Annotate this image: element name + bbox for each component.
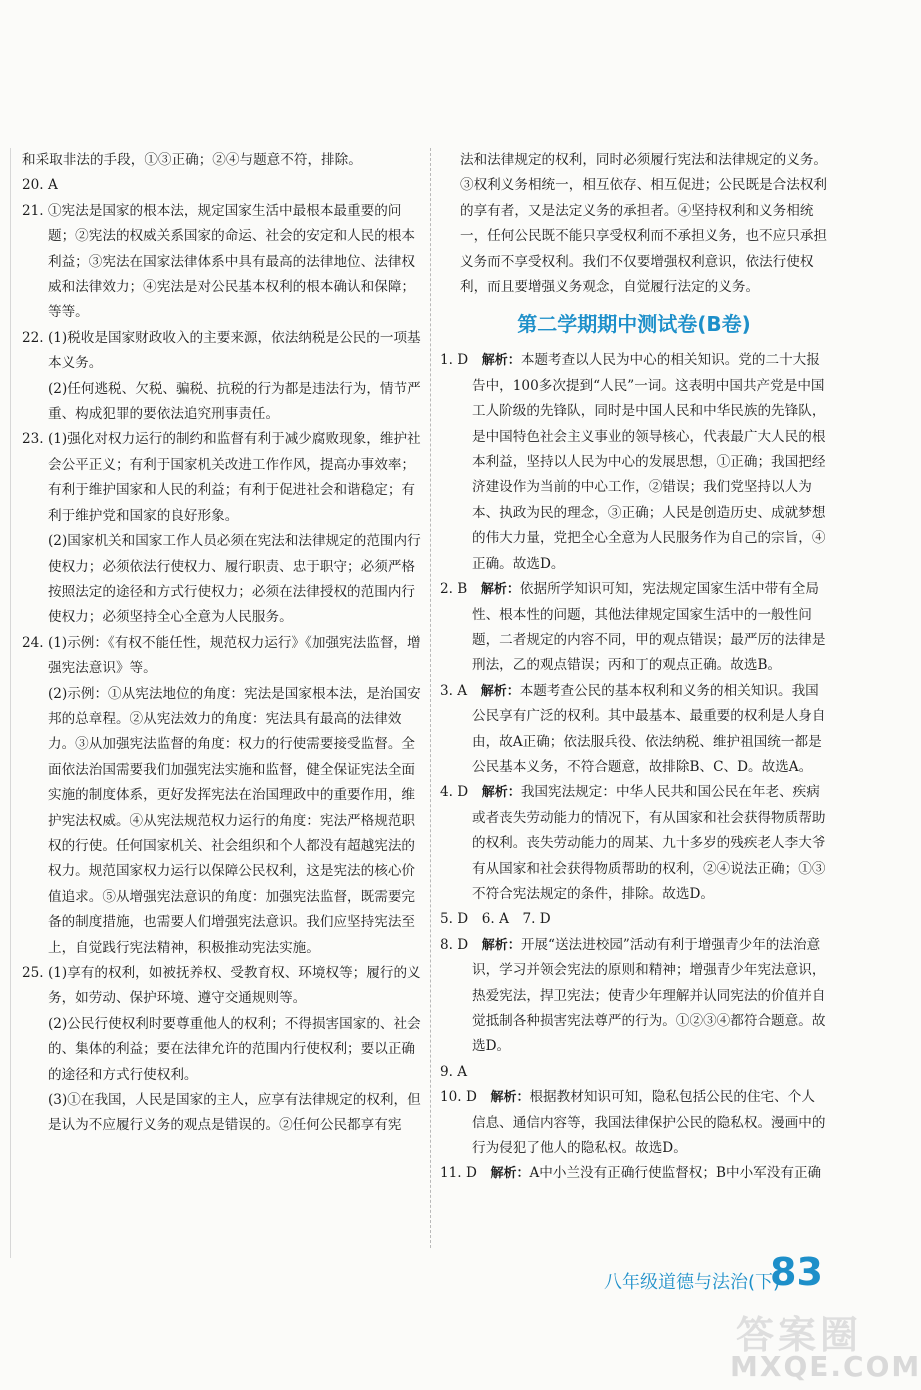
jiexi-label: 解析： [481,785,521,801]
answer-b-4 [440,780,828,907]
explanation-text: 开展“送法进校园”活动有利于增强青少年的法治意识，学习并领会宪法的原则和精神；增强青少年宪法意识，热爱宪法，捍卫宪法；使青少年理解并认同宪法的价值并自觉抵制各种损害宪法尊严的行为。①②③④都符合题意。故选D。 [472,936,826,1055]
answer-24-part1: 24. (1)示例：《有权不能任性，规范权力运行》《加强宪法监督，增强宪法意识》等。 [22,634,421,677]
answer-23-part1: 23. (1)强化对权力运行的制约和监督有利于减少腐败现象，维护社会公平正义；有利于国家机关改进工作作风，提高办事效率；有利于维护国家和人民的利益；有利于促进社会和谐稳定；有利于维护党和国家的良好形象。 [22,431,421,524]
answer-24-part2: (2)示例：①从宪法地位的角度：宪法是国家根本法，是治国安邦的总章程。②从宪法效力的角度：宪法具有最高的法律效力。③从加强宪法监督的角度：权力的行使需要接受监督。全面依法治国需要我们加强宪法实施和监督，健全保证宪法全面实施的制度体系，更好发挥宪法在治国理政中的重要作用，维护宪法权威。④从宪法规范权力运行的角度：宪法严格规范职权的行使。任何国家机关、社会组织和个人都没有超越宪法的权力。规范国家权力运行以保障公民权利，这是宪法的核心价值追求。⑤从增强宪法意识的角度：加强宪法监督，既需要完备的制度措施，也需要人们增强宪法意识。我们应坚持宪法至上，自觉践行宪法精神，积极推动宪法实施。 [48,685,421,956]
answer-b-8 [440,933,828,1060]
watermark-logo [720,1300,921,1384]
question-number: 2. B [440,581,468,598]
page-number: 83 [770,1250,823,1294]
question-number: 1. D [440,352,469,369]
watermark-cn: 答案圈 [736,1313,863,1357]
jiexi-label: 解析： [481,353,521,369]
answer-25-continuation: 法和法律规定的权利，同时必须履行宪法和法律规定的义务。③权利义务相统一，相互依存、相互促进；公民既是合法权利的享有者，又是法定义务的承担者。④坚持权利和义务相统一，任何公民既不能只享受权利而不承担义务，也不应只承担义务而不享受权利。我们不仅要增强权利意识，依法行使权利，而且要增强义务观念，自觉履行法定的义务。 [460,152,828,296]
answer-25-part3: (3)①在我国，人民是国家的主人，应享有法律规定的权利，但是认为不应履行义务的观点是错误的。②任何公民都享有宪 [48,1092,421,1134]
explanation-text: 本题考查公民的基本权利和义务的相关知识。我国公民享有广泛的权利。其中最基本、最重要的权利是人身自由，故A正确；依法服兵役、依法纳税、维护祖国统一都是公民基本义务，不符合题意，故排除B、C、D。故选A。 [472,682,826,775]
question-number: 8. D [440,936,469,953]
section-title: 第二学期期中测试卷(B卷) [517,312,751,337]
answer-b-9: 9. A [440,1063,468,1080]
answer-b-11 [440,1161,828,1186]
question-number: 11. D [440,1165,477,1182]
answer-continuation: 和采取非法的手段，①③正确；②④与题意不符，排除。 [22,152,362,168]
answer-23-part2: (2)国家机关和国家工作人员必须在宪法和法律规定的范围内行使权力；必须依法行使权力、履行职责、忠于职守；必须严格按照法定的途径和方式行使权力；必须在法律授权的范围内行使权力；必须坚持全心全意为人民服务。 [48,533,421,626]
answer-21: 21. ①宪法是国家的根本法，规定国家生活中最根本最重要的问题；②宪法的权威关系国家的命运、社会的安定和人民的根本利益；③宪法在国家法律体系中具有最高的法律地位、法律权威和法律效力；④宪法是对公民基本权利的根本确认和保障；等等。 [22,202,416,321]
answer-b-10 [440,1085,828,1161]
question-number: 10. D [440,1089,477,1106]
answer-22-part1: 22. (1)税收是国家财政收入的主要来源，依法纳税是公民的一项基本义务。 [22,329,421,372]
question-number: 4. D [440,784,469,801]
jiexi-label: 解析： [480,582,520,598]
explanation-text: A中小兰没有正确行使监督权；B中小军没有正确 [529,1165,822,1182]
footer-subject: 八年级道德与法治(下) [604,1272,781,1293]
explanation-text: 依据所学知识可知，宪法规定国家生活中带有全局性、根本性的问题，其他法律规定国家生活中的一般性问题，二者规定的内容不同，甲的观点错误；最严厉的法律是刑法，乙的观点错误；丙和丁的观点正确。故选B。 [472,581,826,674]
explanation-text: 我国宪法规定：中华人民共和国公民在年老、疾病或者丧失劳动能力的情况下，有从国家和社会获得物质帮助的权利。丧失劳动能力的周某、九十多岁的残疾老人李大爷有从国家和社会获得物质帮助的权利，②④说法正确；①③不符合宪法规定的条件，排除。故选D。 [472,784,826,902]
explanation-text: 本题考查以人民为中心的相关知识。党的二十大报告中，100多次提到“人民”一词。这表明中国共产党是中国工人阶级的先锋队，同时是中国人民和中华民族的先锋队，是中国特色社会主义事业的领导核心，代表最广大人民的根本利益，坚持以人民为中心的发展思想，①正确；我国把经济建设作为当前的中心工作，②错误；我们党坚持以人为本、执政为民的理念，③正确；人民是创造历史、成就梦想的伟大力量，党把全心全意为人民服务作为自己的宗旨，④正确。故选D。 [472,352,826,572]
right-column [440,148,828,1187]
answer-b-5-7: 5. D 6. A 7. D [440,911,551,928]
jiexi-label: 解析： [480,683,520,699]
answer-20: 20. A [22,177,58,194]
jiexi-label: 解析： [490,1090,530,1106]
question-number: 3. A [440,682,468,699]
left-column [22,148,422,1139]
column-divider [430,148,431,1248]
answer-b-3 [440,679,828,781]
answer-22-part2: (2)任何逃税、欠税、骗税、抗税的行为都是违法行为，情节严重、构成犯罪的要依法追究刑事责任。 [48,380,421,423]
jiexi-label: 解析： [481,937,521,953]
watermark-url: MXQE.COM [730,1350,921,1383]
explanation-text: 根据教材知识可知，隐私包括公民的住宅、个人信息、通信内容等，我国法律保护公民的隐私权。漫画中的行为侵犯了他人的隐私权。故选D。 [472,1089,826,1157]
answer-25-part1: 25. (1)享有的权利，如被抚养权、受教育权、环境权等；履行的义务，如劳动、保护环境、遵守交通规则等。 [22,965,421,1007]
jiexi-label: 解析： [490,1166,530,1182]
answer-b-1 [440,348,828,577]
answer-b-2 [440,577,828,679]
left-margin-rule [10,148,11,1258]
answer-25-part2: (2)公民行使权利时要尊重他人的权利；不得损害国家的、社会的、集体的利益；要在法律允许的范围内行使权利；要以正确的途径和方式行使权利。 [48,1015,421,1083]
